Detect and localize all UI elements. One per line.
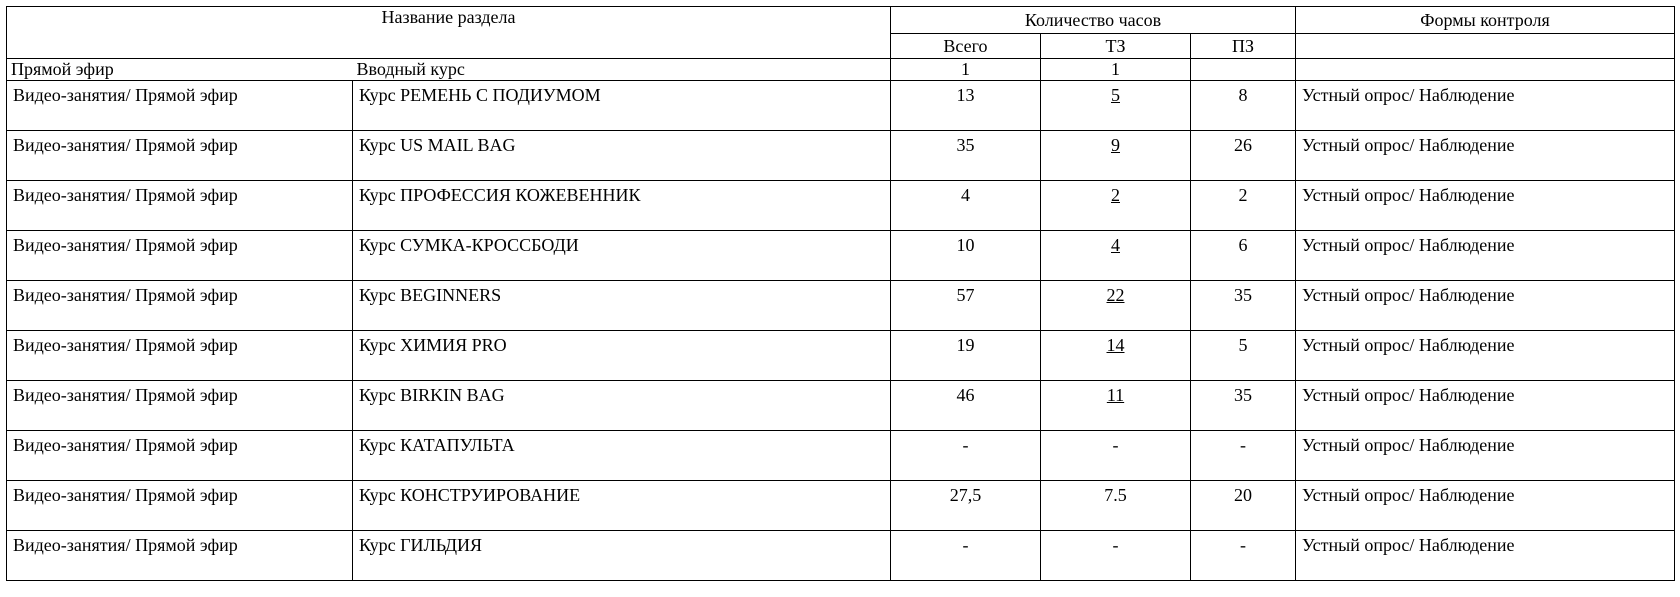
row-total: 4 bbox=[891, 181, 1041, 231]
row-format: Видео-занятия/ Прямой эфир bbox=[7, 331, 353, 381]
row-tz: 4 bbox=[1041, 231, 1191, 281]
row-control: Устный опрос/ Наблюдение bbox=[1296, 381, 1675, 431]
table-row bbox=[7, 331, 1675, 381]
table-row bbox=[7, 231, 1675, 281]
table-row bbox=[7, 281, 1675, 331]
row-tz: - bbox=[1041, 431, 1191, 481]
row-total: 46 bbox=[891, 381, 1041, 431]
row-total: 13 bbox=[891, 81, 1041, 131]
row-pz: 26 bbox=[1191, 131, 1296, 181]
row-course: Курс ХИМИЯ PRO bbox=[353, 331, 891, 381]
table-row bbox=[7, 59, 1675, 81]
table-row bbox=[7, 481, 1675, 531]
row-tz: 1 bbox=[1041, 59, 1191, 81]
row-pz: 35 bbox=[1191, 381, 1296, 431]
row-tz: 9 bbox=[1041, 131, 1191, 181]
row-format: Видео-занятия/ Прямой эфир bbox=[7, 181, 353, 231]
row-control: Устный опрос/ Наблюдение bbox=[1296, 231, 1675, 281]
row-pz: - bbox=[1191, 431, 1296, 481]
row-tz: 11 bbox=[1041, 381, 1191, 431]
row-course: Вводный курс bbox=[353, 59, 891, 81]
row-control: Устный опрос/ Наблюдение bbox=[1296, 81, 1675, 131]
row-course: Курс КАТАПУЛЬТА bbox=[353, 431, 891, 481]
row-format: Видео-занятия/ Прямой эфир bbox=[7, 531, 353, 581]
row-total: - bbox=[891, 431, 1041, 481]
row-total: 35 bbox=[891, 131, 1041, 181]
row-course: Курс ПРОФЕССИЯ КОЖЕВЕННИК bbox=[353, 181, 891, 231]
row-pz: 20 bbox=[1191, 481, 1296, 531]
row-tz: 5 bbox=[1041, 81, 1191, 131]
row-pz: 2 bbox=[1191, 181, 1296, 231]
row-total: - bbox=[891, 531, 1041, 581]
header-hours: Количество часов bbox=[891, 7, 1296, 34]
row-tz: 14 bbox=[1041, 331, 1191, 381]
row-control: Устный опрос/ Наблюдение bbox=[1296, 481, 1675, 531]
table-row bbox=[7, 381, 1675, 431]
row-course: Курс US MAIL BAG bbox=[353, 131, 891, 181]
row-control: Устный опрос/ Наблюдение bbox=[1296, 281, 1675, 331]
header-section-name: Название раздела bbox=[7, 7, 891, 59]
row-course: Курс ГИЛЬДИЯ bbox=[353, 531, 891, 581]
header-tz: ТЗ bbox=[1041, 34, 1191, 59]
row-total: 57 bbox=[891, 281, 1041, 331]
row-pz: 5 bbox=[1191, 331, 1296, 381]
header-total: Всего bbox=[891, 34, 1041, 59]
table-row bbox=[7, 81, 1675, 131]
row-pz: - bbox=[1191, 531, 1296, 581]
header-control-empty bbox=[1296, 34, 1675, 59]
row-control: Устный опрос/ Наблюдение bbox=[1296, 331, 1675, 381]
row-tz: - bbox=[1041, 531, 1191, 581]
row-format: Видео-занятия/ Прямой эфир bbox=[7, 81, 353, 131]
header-control: Формы контроля bbox=[1296, 7, 1675, 34]
row-control: Устный опрос/ Наблюдение bbox=[1296, 181, 1675, 231]
row-format: Видео-занятия/ Прямой эфир bbox=[7, 431, 353, 481]
row-tz: 2 bbox=[1041, 181, 1191, 231]
row-control bbox=[1296, 59, 1675, 81]
row-total: 1 bbox=[891, 59, 1041, 81]
row-control: Устный опрос/ Наблюдение bbox=[1296, 431, 1675, 481]
table-row bbox=[7, 131, 1675, 181]
table-row bbox=[7, 181, 1675, 231]
row-course: Курс РЕМЕНЬ С ПОДИУМОМ bbox=[353, 81, 891, 131]
row-course: Курс СУМКА-КРОССБОДИ bbox=[353, 231, 891, 281]
row-pz: 8 bbox=[1191, 81, 1296, 131]
header-row-1 bbox=[7, 7, 1675, 34]
table-row bbox=[7, 431, 1675, 481]
curriculum-hours-table bbox=[6, 6, 1675, 581]
row-control: Устный опрос/ Наблюдение bbox=[1296, 131, 1675, 181]
row-total: 10 bbox=[891, 231, 1041, 281]
row-format: Видео-занятия/ Прямой эфир bbox=[7, 381, 353, 431]
row-format: Видео-занятия/ Прямой эфир bbox=[7, 131, 353, 181]
row-course: Курс BIRKIN BAG bbox=[353, 381, 891, 431]
row-total: 19 bbox=[891, 331, 1041, 381]
row-pz: 35 bbox=[1191, 281, 1296, 331]
table-row bbox=[7, 531, 1675, 581]
row-tz: 22 bbox=[1041, 281, 1191, 331]
row-control: Устный опрос/ Наблюдение bbox=[1296, 531, 1675, 581]
row-format: Видео-занятия/ Прямой эфир bbox=[7, 231, 353, 281]
row-pz bbox=[1191, 59, 1296, 81]
row-course: Курс BEGINNERS bbox=[353, 281, 891, 331]
row-total: 27,5 bbox=[891, 481, 1041, 531]
row-course: Курс КОНСТРУИРОВАНИЕ bbox=[353, 481, 891, 531]
row-pz: 6 bbox=[1191, 231, 1296, 281]
row-tz: 7.5 bbox=[1041, 481, 1191, 531]
row-format: Видео-занятия/ Прямой эфир bbox=[7, 281, 353, 331]
row-format: Видео-занятия/ Прямой эфир bbox=[7, 481, 353, 531]
row-format: Прямой эфир bbox=[7, 59, 353, 81]
header-pz: ПЗ bbox=[1191, 34, 1296, 59]
